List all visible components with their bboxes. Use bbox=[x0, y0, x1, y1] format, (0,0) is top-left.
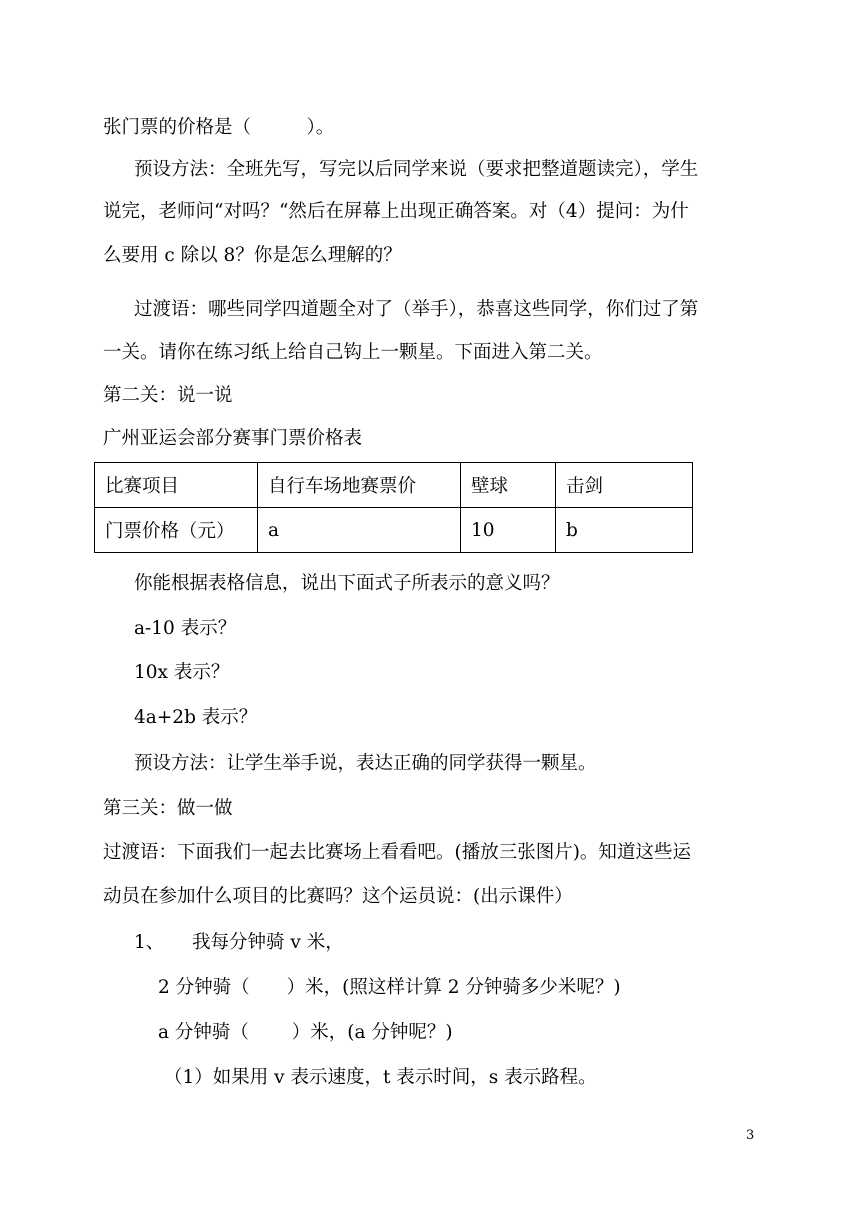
text-line-4: 么要用 c 除以 8？你是怎么理解的？ bbox=[103, 245, 402, 266]
text-line-3: 说完，老师问“对吗？“然后在屏幕上出现正确答案。对（4）提问：为什 bbox=[103, 201, 689, 222]
text-line-11: 10x 表示？ bbox=[134, 662, 230, 683]
table-caption: 广州亚运会部分赛事门票价格表 bbox=[103, 428, 363, 449]
table-row bbox=[95, 508, 693, 553]
text-line-18: 2 分钟骑（ ）米，(照这样计算 2 分钟骑多少米呢？) bbox=[158, 977, 621, 998]
table-cell: 门票价格（元） bbox=[95, 508, 258, 553]
table-cell: 击剑 bbox=[556, 463, 693, 508]
text-line-2: 预设方法：全班先写，写完以后同学来说（要求把整道题读完），学生 bbox=[134, 159, 699, 180]
text-line-16: 动员在参加什么项目的比赛吗？这个运员说：(出示课件） bbox=[103, 886, 573, 907]
text-line-15: 过渡语：下面我们一起去比赛场上看看吧。(播放三张图片)。知道这些运 bbox=[103, 842, 691, 863]
section-heading-3: 第三关：做一做 bbox=[103, 798, 233, 819]
table-cell: b bbox=[556, 508, 693, 553]
text-line-17: 1、 我每分钟骑 v 米， bbox=[134, 932, 344, 953]
table-row bbox=[95, 463, 693, 508]
text-line-10: a-10 表示？ bbox=[134, 618, 237, 639]
text-line-1: 张门票的价格是（ ）。 bbox=[103, 117, 335, 138]
text-line-13: 预设方法：让学生举手说，表达正确的同学获得一颗星。 bbox=[134, 753, 597, 774]
text-line-6: 一关。请你在练习纸上给自己钩上一颗星。下面进入第二关。 bbox=[103, 342, 603, 363]
text-line-12: 4a+2b 表示？ bbox=[134, 707, 258, 728]
text-line-20: （1）如果用 v 表示速度，t 表示时间，s 表示路程。 bbox=[164, 1067, 597, 1088]
table-cell: 壁球 bbox=[461, 463, 556, 508]
table-cell: 比赛项目 bbox=[95, 463, 258, 508]
section-heading-2: 第二关：说一说 bbox=[103, 385, 233, 406]
ticket-price-table bbox=[94, 462, 693, 553]
table-cell: 10 bbox=[461, 508, 556, 553]
page-number: 3 bbox=[746, 1128, 755, 1143]
text-line-19: a 分钟骑（ ）米，(a 分钟呢？) bbox=[158, 1022, 453, 1043]
text-line-5: 过渡语：哪些同学四道题全对了（举手），恭喜这些同学，你们过了第 bbox=[134, 299, 699, 320]
text-line-9: 你能根据表格信息，说出下面式子所表示的意义吗？ bbox=[134, 573, 560, 594]
table-cell: a bbox=[258, 508, 461, 553]
table-cell: 自行车场地赛票价 bbox=[258, 463, 461, 508]
